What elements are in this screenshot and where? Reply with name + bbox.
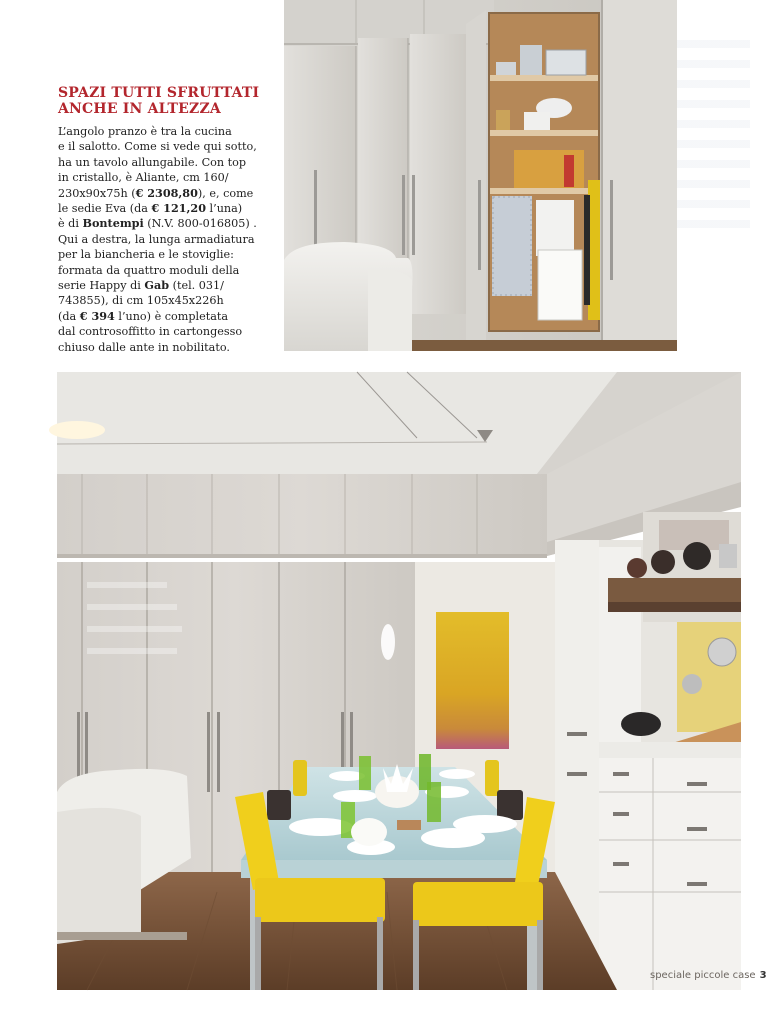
bleed-through-texture xyxy=(676,40,750,240)
headline-line-2: ANCHE IN ALTEZZA xyxy=(58,101,221,117)
body-run: in cristallo, è Aliante, cm 160/ xyxy=(58,171,229,185)
body-line xyxy=(58,340,280,355)
body-run: (tel. 031/ xyxy=(169,279,224,293)
footer-section: speciale piccole case xyxy=(650,970,756,981)
headline-line-1: SPAZI TUTTI SFRUTTATI xyxy=(58,85,260,101)
body-run: e il salotto. Come si vede qui sotto, xyxy=(58,140,257,154)
photo-wardrobe-open xyxy=(284,0,677,351)
body-run: (N.V. 800-016805) . xyxy=(143,217,257,231)
body-run: L’angolo pranzo è tra la cucina xyxy=(58,125,232,138)
body-run: (da xyxy=(58,309,80,323)
article-body xyxy=(58,124,280,355)
body-bold-run: Gab xyxy=(144,278,170,293)
body-line xyxy=(58,247,280,262)
body-run: ), e, come xyxy=(197,186,254,200)
body-line xyxy=(58,170,280,185)
body-run: serie Happy di xyxy=(58,279,145,293)
page-footer xyxy=(650,970,767,981)
body-line xyxy=(58,309,280,324)
body-line xyxy=(58,124,280,139)
body-run: ha un tavolo allungabile. Con top xyxy=(58,155,247,169)
body-run: 743855), di cm 105x45x226h xyxy=(58,294,224,308)
body-line xyxy=(58,155,280,170)
body-line xyxy=(58,216,280,231)
body-run: l’una) xyxy=(206,202,243,216)
body-run: formata da quattro moduli della xyxy=(58,263,240,277)
body-run: 230x90x75h ( xyxy=(58,186,136,200)
body-line xyxy=(58,201,280,216)
body-run: Qui a destra, la lunga armadiatura xyxy=(58,232,255,246)
body-bold-run: € 394 xyxy=(79,308,115,323)
body-bold-run: Bontempi xyxy=(82,216,144,231)
body-line xyxy=(58,263,280,278)
body-run: chiuso dalle ante in nobilitato. xyxy=(58,340,230,354)
body-run: le sedie Eva (da xyxy=(58,202,152,216)
body-run: dal controsoffitto in cartongesso xyxy=(58,325,243,339)
photo-dining-area xyxy=(57,372,741,990)
article-headline xyxy=(58,85,278,117)
body-line xyxy=(58,186,280,201)
page-number: 3 xyxy=(759,970,767,981)
body-line xyxy=(58,232,280,247)
body-bold-run: € 121,20 xyxy=(151,201,206,216)
body-run: per la biancheria e le stoviglie: xyxy=(58,248,234,262)
body-line xyxy=(58,139,280,154)
body-run: è di xyxy=(58,217,83,231)
body-bold-run: € 2308,80 xyxy=(135,185,198,200)
body-line xyxy=(58,324,280,339)
body-line xyxy=(58,278,280,293)
body-run: l’uno) è completata xyxy=(114,309,229,323)
body-line xyxy=(58,293,280,308)
